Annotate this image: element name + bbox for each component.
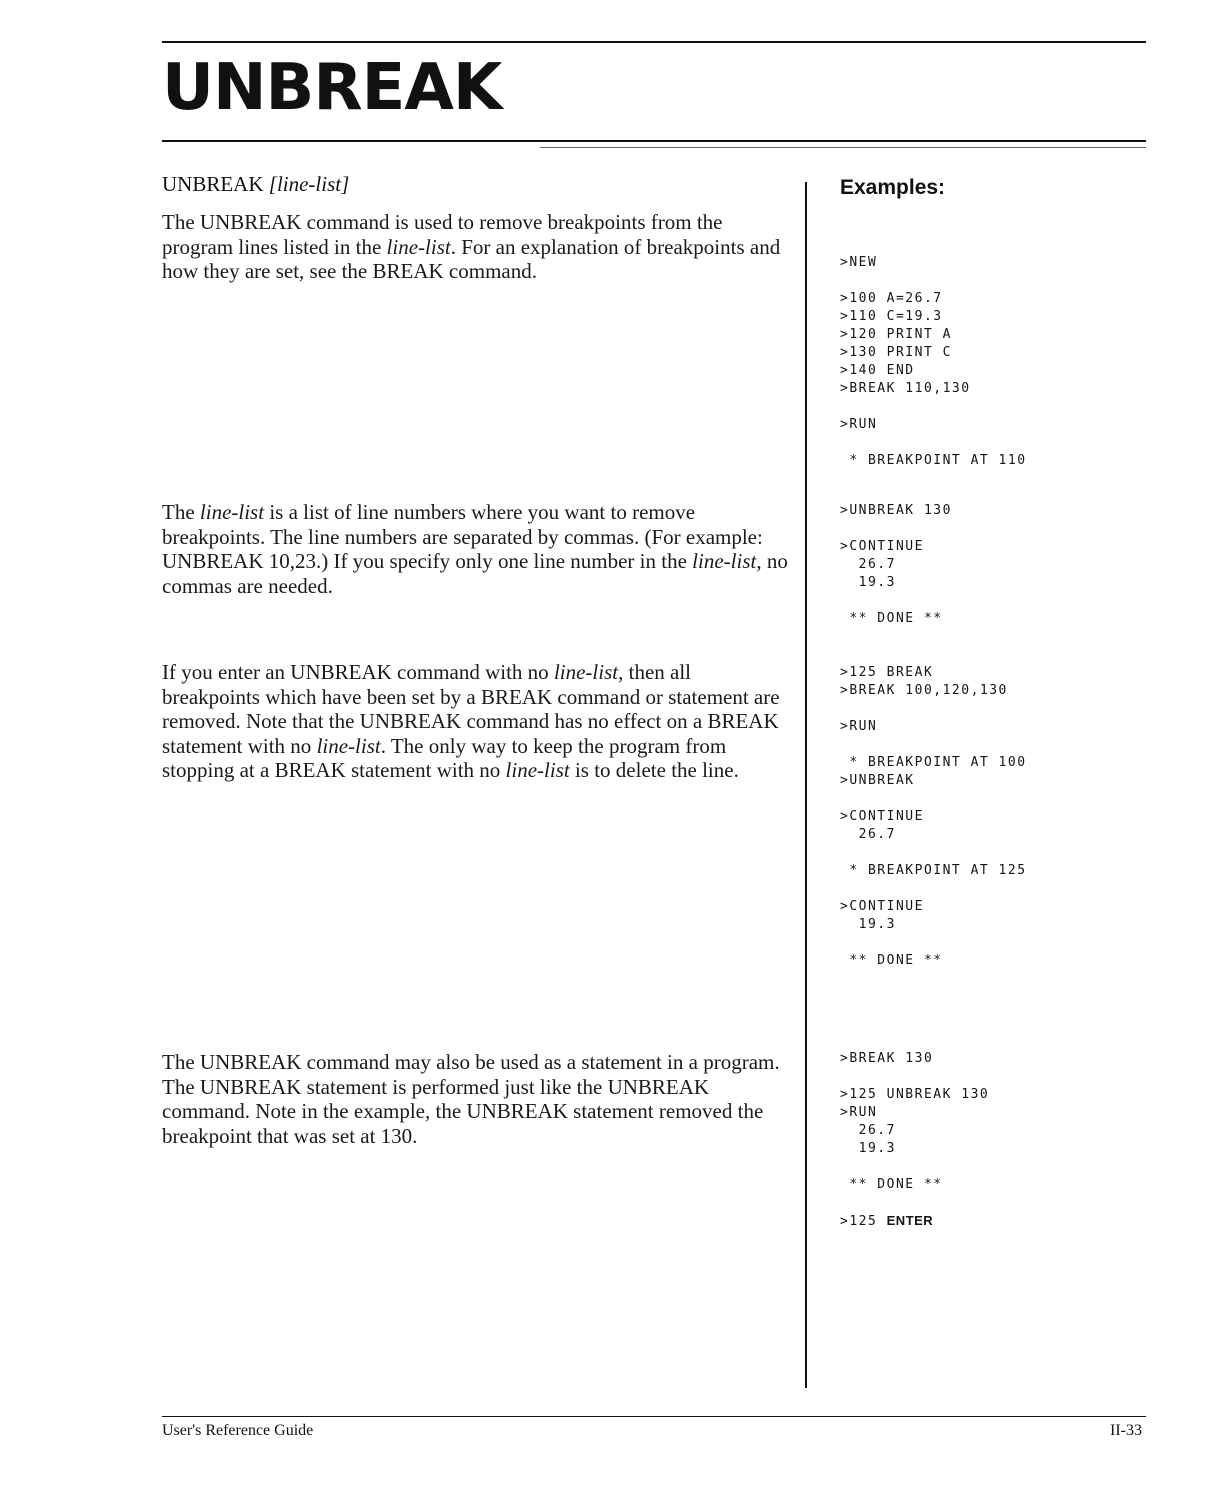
- footer-guide-title: User's Reference Guide: [162, 1422, 314, 1439]
- text-run: The UNBREAK command may also be used as a statement in a program. The UNBREAK statement is performed just like the UNBREAK command. Note in the example, the UNBREAK statement removed the breakpoint that was set at 130.: [162, 1050, 780, 1148]
- key-label: ENTER: [886, 1213, 934, 1228]
- code-line: >CONTINUE: [840, 809, 924, 824]
- italic-term: line-list: [386, 234, 451, 259]
- code-line: 26.7: [840, 557, 896, 572]
- code-line: >110 C=19.3: [840, 309, 943, 324]
- code-line: >BREAK 130: [840, 1051, 934, 1066]
- code-line: >125 BREAK: [840, 665, 934, 680]
- code-line: 19.3: [840, 575, 896, 590]
- code-line: >RUN: [840, 417, 878, 432]
- paragraph-text: [162, 210, 794, 284]
- italic-term: line-list: [553, 660, 619, 684]
- example-block-4: [840, 1050, 989, 1231]
- page-number: II-33: [1110, 1422, 1142, 1439]
- code-line: >125 ENTER: [840, 1213, 934, 1229]
- paragraph-text: [162, 1050, 794, 1148]
- code-line: >BREAK 100,120,130: [840, 683, 1008, 698]
- footer-rule: [162, 1416, 1146, 1417]
- paragraph-no-line-list: [162, 660, 794, 783]
- italic-term: line-list: [505, 758, 570, 782]
- paragraph-statement: [162, 1050, 794, 1148]
- examples-heading: Examples:: [840, 176, 946, 199]
- code-line: * BREAKPOINT AT 110: [840, 453, 1027, 468]
- code-line: >NEW: [840, 255, 878, 270]
- title-rule: [162, 140, 1146, 142]
- example-block-1: [840, 254, 1027, 470]
- code-line: ** DONE **: [840, 1177, 943, 1192]
- code-line: 26.7: [840, 827, 896, 842]
- italic-term: line-list: [316, 733, 381, 758]
- page-title: UNBREAK: [162, 51, 502, 125]
- title-rule-secondary: [540, 147, 1146, 148]
- column-divider: [805, 182, 807, 1388]
- code-line: * BREAKPOINT AT 125: [840, 863, 1027, 878]
- text-run: The UNBREAK command is used to remove breakpoints from the program lines listed in the: [162, 210, 723, 259]
- code-line: >RUN: [840, 719, 878, 734]
- text-run: The: [162, 500, 200, 524]
- code-line: >BREAK 110,130: [840, 381, 971, 396]
- italic-term: line-list: [199, 500, 265, 524]
- code-line: >CONTINUE: [840, 899, 924, 914]
- paragraph-line-list: [162, 500, 794, 598]
- code-line: >125 UNBREAK 130: [840, 1087, 990, 1102]
- code-line: 19.3: [840, 917, 896, 932]
- code-line: >130 PRINT C: [840, 345, 952, 360]
- syntax-command: UNBREAK: [162, 172, 264, 196]
- text-run: . The only way to keep the program from stopping at a BREAK statement with no: [162, 733, 727, 782]
- syntax-argument: [line-list]: [268, 172, 350, 196]
- code-line: >RUN: [840, 1105, 878, 1120]
- top-rule: [162, 41, 1146, 43]
- code-line: ** DONE **: [840, 611, 943, 626]
- code-line: >UNBREAK: [840, 773, 915, 788]
- code-line: * BREAKPOINT AT 100: [840, 755, 1027, 770]
- code-line: ** DONE **: [840, 953, 943, 968]
- text-run: . For an explanation of breakpoints and how they are set, see the BREAK command.: [162, 234, 781, 283]
- text-run: , then all breakpoints which have been set by a BREAK command or statement are removed. Note that the UNBREAK command has no effect on a BREAK statement with no: [162, 660, 780, 758]
- code-line: >UNBREAK 130: [840, 503, 952, 518]
- text-run: is a list of line numbers where you want to remove breakpoints. The line numbers are separated by commas. (For example: UNBREAK 10,23.) If you specify only one line number in the: [162, 500, 763, 573]
- example-block-2: [840, 502, 952, 628]
- code-line: >120 PRINT A: [840, 327, 952, 342]
- text-run: , no commas are needed.: [162, 549, 788, 598]
- code-line: >CONTINUE: [840, 539, 924, 554]
- code-line: 26.7: [840, 1123, 896, 1138]
- paragraph-description: [162, 210, 794, 284]
- code-line: >100 A=26.7: [840, 291, 943, 306]
- code-line: 19.3: [840, 1141, 896, 1156]
- code-line: >140 END: [840, 363, 915, 378]
- text-run: If you enter an UNBREAK command with no: [162, 660, 554, 684]
- paragraph-text: [162, 660, 794, 783]
- text-run: is to delete the line.: [569, 758, 739, 782]
- example-block-3: [840, 664, 1027, 970]
- syntax-line: [162, 172, 349, 197]
- paragraph-text: [162, 500, 794, 598]
- italic-term: line-list: [692, 549, 757, 573]
